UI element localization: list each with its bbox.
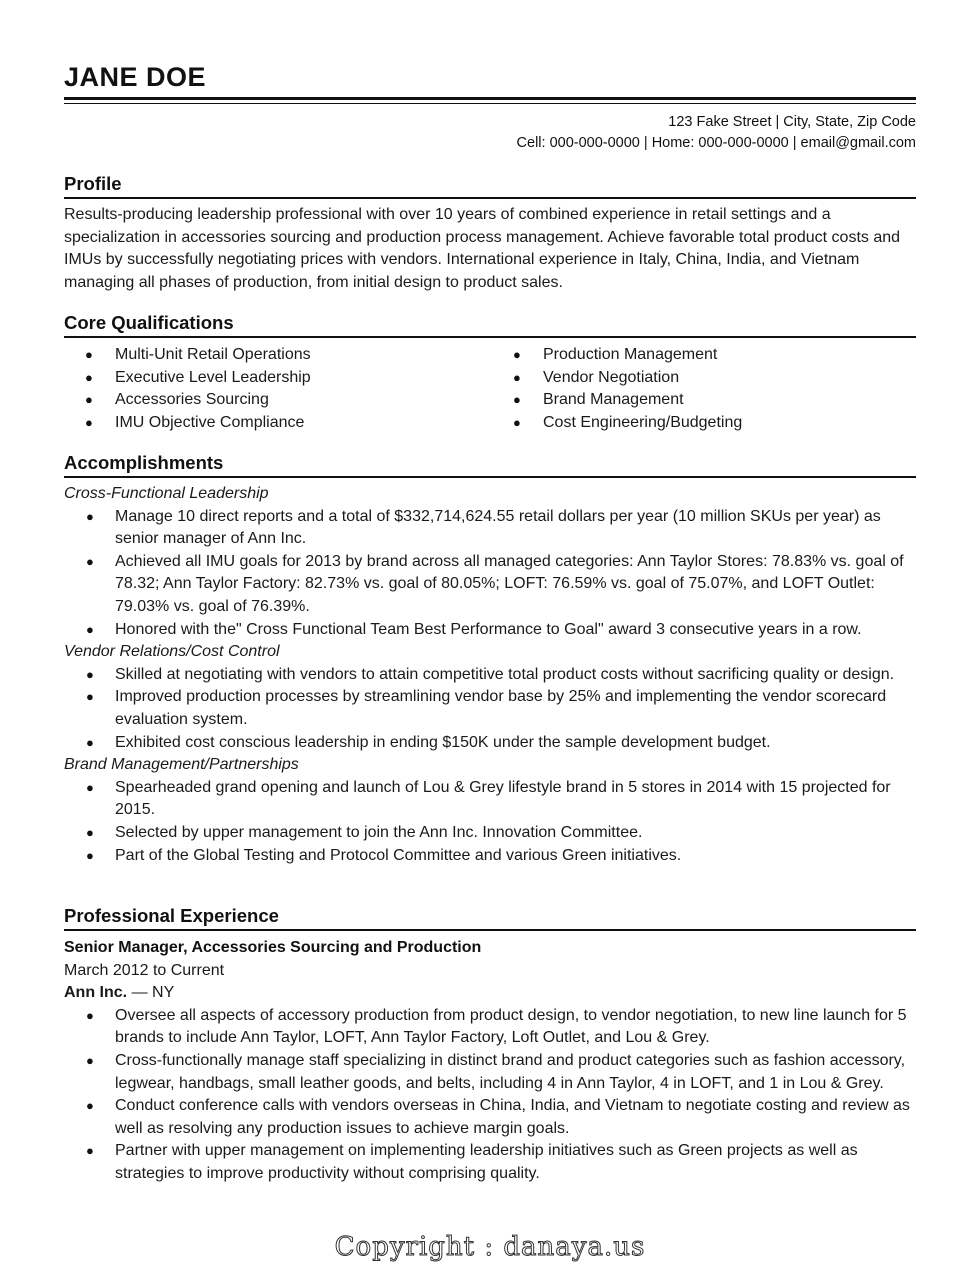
bullet-icon: ● [513,392,521,408]
accomplishment-item: ● Part of the Global Testing and Protocol Committee and various Green initiatives. [64,845,916,868]
bullet-icon: ● [86,553,94,569]
header-rule-thin [64,103,916,104]
experience-item: ● Cross-functionally manage staff specializing in distinct brand and product categories such as fashion accessory, legwear, handbags, small leather goods, and belts, including 4 in Ann Taylor, 4 in LOFT, and 1 in Lou & Grey. [86,1051,906,1092]
accomplishment-item: ● Achieved all IMU goals for 2013 by brand across all managed categories: Ann Taylor Stores: 78.83% vs. goal of 78.32; Ann Taylor Factory: 82.73% vs. goal of 80.05%; LOFT: 76.59% vs. goal of 75.07%, and LOFT Outlet: 79.03% vs. goal of 76.39%. [86,552,904,615]
bullet-icon: ● [86,1052,94,1068]
accomplishment-item: ● Honored with the" Cross Functional Team Best Performance to Goal" award 3 consecutive years in a row. [64,619,916,642]
profile-text: Results-producing leadership professional with over 10 years of combined experience in retail settings and a specialization in accessories sourcing and production process management. Achieve favorable total product costs and IMUs by successfully negotiating prices with vendors. International experience in Italy, China, India, and Vietnam managing all phases of production, from initial design to product sales. [64,206,901,291]
qualification-item: ● Production Management [513,344,913,367]
accomplishment-group-heading: Vendor Relations/Cost Control [64,643,280,661]
candidate-name: JANE DOE [64,62,207,92]
bullet-icon: ● [86,734,94,750]
qualification-item: ● IMU Objective Compliance [85,412,485,435]
job-dates: March 2012 to Current [64,961,225,979]
bullet-icon: ● [86,508,94,524]
bullet-icon: ● [86,689,94,705]
header-rule-thick [64,97,916,100]
accomplishment-group-heading: Brand Management/Partnerships [64,756,299,774]
bullet-icon: ● [86,847,94,863]
copyright-watermark: Copyright : danaya.us [334,1232,646,1262]
accomplishments-body [64,483,916,867]
experience-item: ● Partner with upper management on implementing leadership initiatives such as Green projects as well as strategies to improve productivity without comprising quality. [86,1142,858,1182]
qualification-item: ● Vendor Negotiation [513,367,913,390]
experience-heading: Professional Experience [64,905,916,931]
accomplishments-heading: Accomplishments [64,452,916,478]
accomplishment-item: ● Exhibited cost conscious leadership in ending $150K under the sample development budget. [64,732,916,755]
bullet-icon: ● [513,347,521,362]
qualification-item: ● Brand Management [513,389,913,412]
bullet-icon: ● [85,414,93,430]
accomplishment-item: ● Selected by upper management to join the Ann Inc. Innovation Committee. [64,822,916,845]
contact-address: 123 Fake Street | City, State, Zip Code [668,114,916,130]
accomplishment-item: ● Skilled at negotiating with vendors to attain competitive total product costs without sacrificing quality or design. [64,664,916,687]
bullet-icon: ● [513,369,521,385]
qualification-item: ● Executive Level Leadership [85,367,485,390]
contact-phones-email: Cell: 000-000-0000 | Home: 000-000-0000 | email@gmail.com [516,135,916,151]
company-name: Ann Inc. [64,984,128,1002]
company-location: NY [152,984,175,1002]
accomplishment-list [64,506,916,642]
qualifications-heading: Core Qualifications [64,312,916,338]
company-separator: — [131,984,148,1002]
bullet-icon: ● [86,1098,94,1114]
job-company-line [64,982,916,1005]
bullet-icon: ● [85,369,93,385]
qualification-item: ● Cost Engineering/Budgeting [513,412,913,435]
experience-item: ● Oversee all aspects of accessory production from product design, to vendor negotiation, to new line launch for 5 brands to include Ann Taylor, LOFT, Ann Taylor Factory, Loft Outlet, and Lou & Grey. [86,1006,907,1047]
accomplishment-group-heading: Cross-Functional Leadership [64,485,269,502]
bullet-icon: ● [86,1143,94,1159]
experience-item: ● Conduct conference calls with vendors overseas in China, India, and Vietnam to negotiate costing and review as well as resolving any production issues to achieve margin goals. [86,1097,910,1137]
qualifications-right-list [513,344,913,434]
accomplishment-item: ● Manage 10 direct reports and a total of $332,714,624.55 retail dollars per year (10 million SKUs per year) as senior manager of Ann Inc. [86,507,881,548]
bullet-icon: ● [86,824,94,840]
bullet-icon: ● [86,779,94,795]
accomplishment-list [64,664,916,754]
experience-body [64,937,916,1186]
bullet-icon: ● [513,414,521,430]
bullet-icon: ● [86,666,94,682]
qualification-item: ● Accessories Sourcing [85,389,485,412]
job-title: Senior Manager, Accessories Sourcing and Production [64,939,482,956]
bullet-icon: ● [85,392,93,408]
qualification-item: ● Multi-Unit Retail Operations [85,344,485,367]
profile-heading: Profile [64,173,916,199]
bullet-icon: ● [86,621,94,637]
bullet-icon: ● [86,1007,94,1023]
experience-list [64,1005,916,1186]
qualifications-left-list [85,344,485,434]
accomplishment-item: ● Spearheaded grand opening and launch of Lou & Grey lifestyle brand in 5 stores in 2014 with 15 projected for 2015. [86,778,891,819]
accomplishment-item: ● Improved production processes by streamlining vendor base by 25% and implementing the vendor scorecard evaluation system. [86,688,887,728]
bullet-icon: ● [85,347,93,362]
accomplishment-list [64,777,916,867]
